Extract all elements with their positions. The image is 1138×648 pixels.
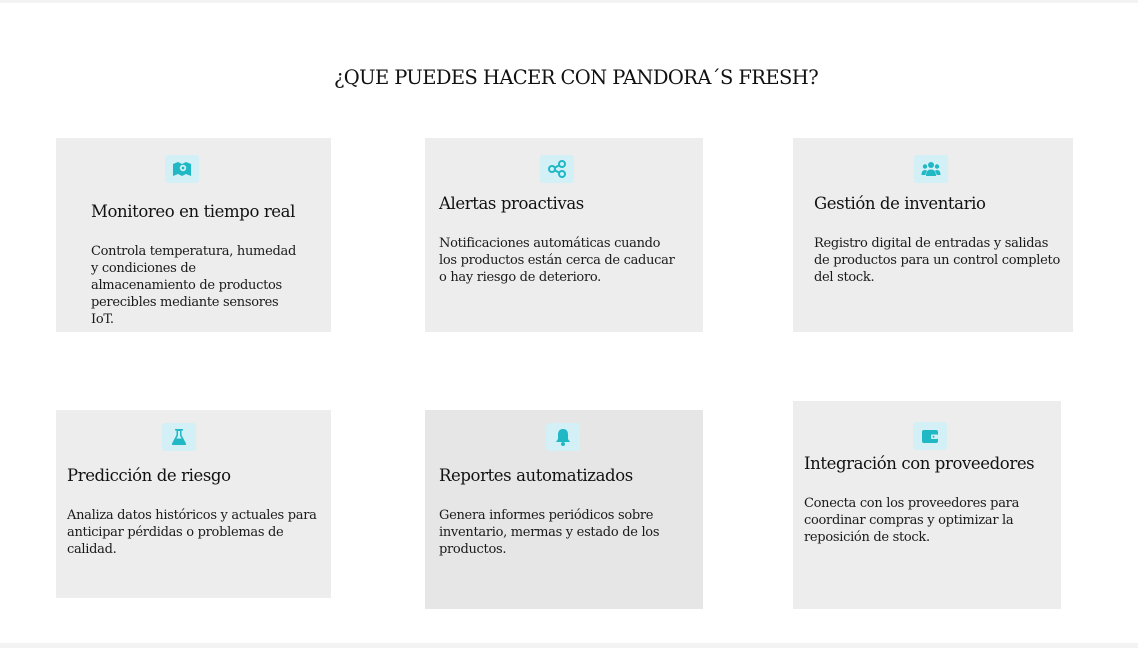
card-title: Gestión de inventario — [814, 194, 986, 213]
card-description: Registro digital de entradas y salidas de productos para un control completo del stock. — [814, 236, 1060, 285]
card-description: Genera informes periódicos sobre inventario, mermas y estado de los productos. — [439, 508, 660, 557]
flask-icon — [162, 423, 196, 451]
card-description: Controla temperatura, humedad y condiciones de almacenamiento de productos perecibles mediante sensores IoT. — [91, 244, 296, 327]
card-title: Alertas proactivas — [439, 194, 584, 213]
card-description: Analiza datos históricos y actuales para anticipar pérdidas o problemas de calidad. — [67, 508, 317, 557]
feature-card-monitoring — [56, 138, 331, 332]
card-title: Integración con proveedores — [804, 454, 1035, 473]
wallet-icon — [913, 422, 947, 450]
bell-icon — [546, 423, 580, 451]
card-title: Monitoreo en tiempo real — [91, 202, 295, 221]
card-title: Reportes automatizados — [439, 466, 633, 485]
feature-card-reports — [425, 410, 703, 609]
feature-card-alerts — [425, 138, 703, 332]
users-icon — [914, 155, 948, 183]
share-icon — [540, 155, 574, 183]
feature-card-suppliers — [793, 401, 1061, 609]
card-description: Notificaciones automáticas cuando los productos están cerca de caducar o hay riesgo de deterioro. — [439, 236, 675, 285]
card-description: Conecta con los proveedores para coordinar compras y optimizar la reposición de stock. — [804, 496, 1020, 545]
card-title: Predicción de riesgo — [67, 466, 231, 485]
feature-card-risk — [56, 410, 331, 598]
features-section — [0, 3, 1138, 643]
feature-card-inventory — [793, 138, 1073, 332]
map-icon — [165, 155, 199, 183]
section-title: ¿QUE PUEDES HACER CON PANDORA´S FRESH? — [333, 66, 819, 89]
